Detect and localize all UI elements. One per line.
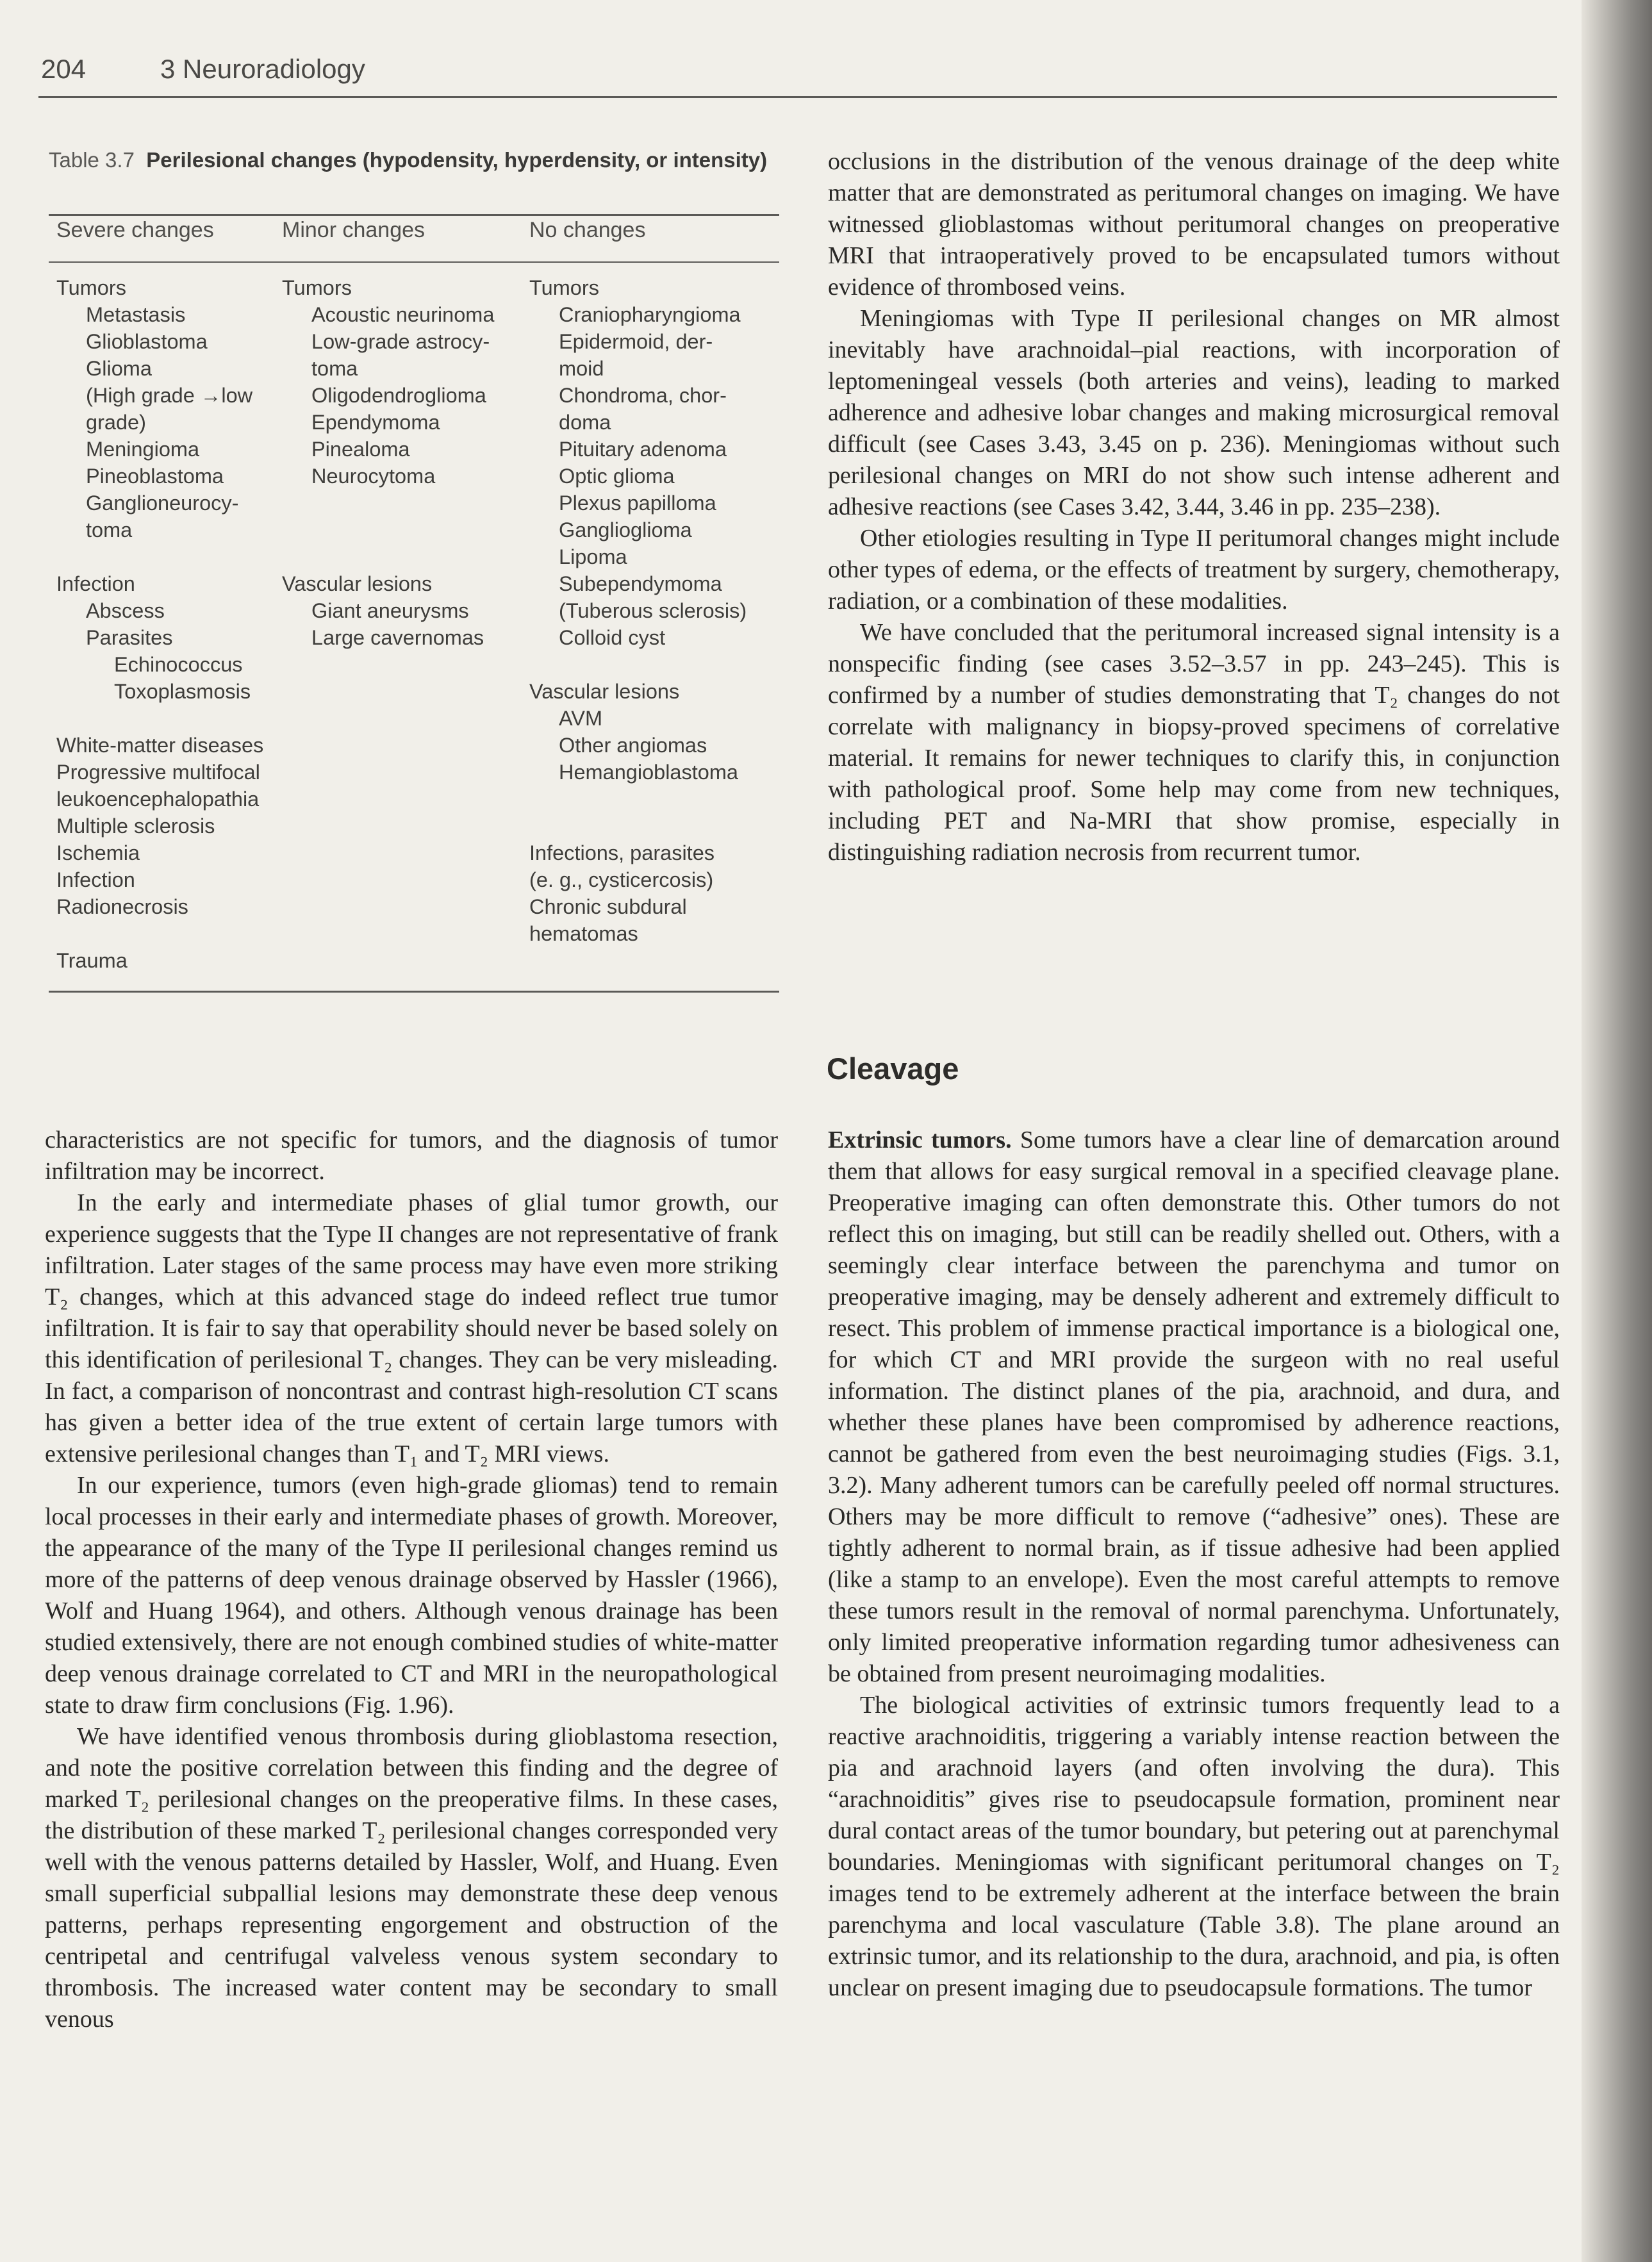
chapter-title: 3 Neuroradiology [160, 54, 365, 84]
table-cell: Ganglioneurocy- [86, 491, 239, 515]
table-cell: Pituitary adenoma [559, 438, 727, 461]
table-top-rule [49, 214, 779, 216]
table-cell: Craniopharyngioma [559, 303, 741, 326]
table-cell [529, 786, 747, 813]
table-cell: Low-grade astrocy- [311, 330, 490, 353]
table-cell: Abscess [86, 599, 165, 622]
left-text-column [45, 1125, 778, 2035]
table-cell: doma [559, 411, 611, 434]
table-cell: Neurocytoma [311, 465, 436, 488]
paragraph: Meningiomas with Type II perilesional changes on MR almost inevitably have arachnoidal–pial reactions, with incorporation of leptomeningeal vessels (both arteries and veins), leading to marked adherence and adhesive lobar changes and making microsurgical removal difficult (see Cases 3.43, 3.45 on p. 236). Meningiomas without such perilesional changes on MRI do not show such intense adherent and adhesive reactions (see Cases 3.42, 3.44, 3.46 in pp. 235–238). [828, 305, 1560, 520]
paragraph: The biological activities of extrinsic tumors frequently lead to a reactive arachnoiditis, triggering a variably intense reaction between the pia and arachnoid layers (and often involving the dura). This “arachnoiditis” gives rise to pseudocapsule formation, prominent near dural contact areas of the tumor boundary, but petering out at parenchymal boundaries. Meningiomas with significant peritumoral changes on T₂ images tend to be extremely adherent at the interface between the brain parenchyma and local vasculature (Table 3.8). The plane around an extrinsic tumor, and its relationship to the dura, arachnoid, and pia, is often unclear on present imaging due to pseudocapsule formations. The tumor [828, 1692, 1560, 2001]
running-header [38, 51, 1557, 98]
table-cell: moid [559, 357, 604, 380]
table-cell: Parasites [86, 626, 173, 649]
table-cell: White-matter diseases [56, 734, 264, 757]
page-number: 204 [41, 54, 87, 84]
table-column-severe [56, 274, 263, 974]
table-cell: Infection [56, 868, 135, 891]
page-edge-shadow [1582, 0, 1652, 2262]
table-cell: (Tuberous sclerosis) [559, 599, 747, 622]
paragraph: In the early and intermediate phases of glial tumor growth, our experience suggests that the Type II changes are not representative of frank infiltration. Later stages of the same process may have even more striking T₂ changes, which at this advanced stage do indeed reflect true tumor infiltration. It is fair to say that operability should never be based solely on this identification of perilesional T₂ changes. They can be very misleading. In fact, a comparison of noncontrast and contrast high-resolution CT scans has given a better idea of the true extent of certain large tumors with extensive perilesional changes than T₁ and T₂ MRI views. [45, 1189, 778, 1467]
table-cell: Infections, parasites [529, 841, 715, 864]
table-cell: grade) [86, 411, 146, 434]
table-cell: Trauma [56, 949, 128, 972]
table-cell: Vascular lesions [282, 572, 433, 595]
table-cell: Pinealoma [311, 438, 410, 461]
paragraph [828, 1125, 1560, 1690]
table-cell: Meningioma [86, 438, 200, 461]
table-number: Table 3.7 [49, 148, 135, 172]
table-cell: Glioma [86, 357, 152, 380]
table-cell: (High grade →low [86, 384, 253, 407]
section-heading-cleavage: Cleavage [827, 1052, 959, 1086]
table-cell: Radionecrosis [56, 895, 188, 918]
table-cell [56, 705, 263, 732]
table-cell: Oligodendroglioma [311, 384, 486, 407]
table-cell: Epidermoid, der- [559, 330, 713, 353]
table-cell: (e. g., cysticercosis) [529, 868, 714, 891]
table-caption [49, 146, 773, 174]
table-cell [56, 920, 263, 947]
table-column-none [529, 274, 747, 947]
paragraph: occlusions in the distribution of the venous drainage of the deep white matter that are demonstrated as peritumoral changes on imaging. We have witnessed glioblastomas without peritumoral changes on preoperative MRI that intraoperatively proved to be encapsulated tumors without evidence of thrombosed veins. [828, 148, 1560, 301]
table-cell: Large cavernomas [311, 626, 484, 649]
table-cell [282, 490, 494, 516]
table-cell: Ependymoma [311, 411, 440, 434]
paragraph: We have identified venous thrombosis during glioblastoma resection, and note the positive correlation between this finding and the degree of marked T₂ perilesional changes on the preoperative films. In these cases, the distribution of these marked T₂ perilesional changes corresponded very well with the venous patterns detailed by Hassler, Wolf, and Huang. Even small superficial subpallial lesions may demonstrate these deep venous patterns, perhaps representing engorgement and obstruction of the centripetal and centrifugal valveless venous system secondary to thrombosis. The increased water content may be secondary to small venous [45, 1723, 778, 2033]
table-cell: Infection [56, 572, 135, 595]
table-cell: Tumors [529, 276, 599, 299]
table-cell: toma [311, 357, 358, 380]
right-text-column-top [828, 146, 1560, 868]
table-cell: Tumors [282, 276, 352, 299]
table-cell [529, 813, 747, 839]
paragraph: characteristics are not specific for tumors, and the diagnosis of tumor infiltration may be incorrect. [45, 1127, 778, 1185]
table-cell: Optic glioma [559, 465, 675, 488]
table-cell: Progressive multifocal [56, 761, 260, 784]
table-header-rule [49, 261, 779, 263]
table-cell: Acoustic neurinoma [311, 303, 495, 326]
table-cell: Vascular lesions [529, 680, 680, 703]
col-header-none: No changes [529, 218, 646, 242]
table-cell [282, 543, 494, 570]
table-cell: Glioblastoma [86, 330, 208, 353]
table-cell: hematomas [529, 922, 638, 945]
table-cell: Lipoma [559, 545, 627, 568]
table-cell: Other angiomas [559, 734, 707, 757]
table-cell: Toxoplasmosis [114, 680, 251, 703]
table-title: Perilesional changes (hypodensity, hyperdensity, or intensity) [146, 148, 768, 172]
table-cell: Echinococcus [114, 653, 243, 676]
paragraph-text: Some tumors have a clear line of demarcation around them that allows for easy surgical removal in a specified cleavage plane. Preoperative imaging can often demonstrate this. Other tumors do not reflect this on imaging, but still can be readily shelled out. Others, with a seemingly clear interface between the parenchyma and tumor on preoperative imaging, may be densely adherent and extremely difficult to resect. This problem of immense practical importance is a biological one, for which CT and MRI provide the surgeon with no real useful information. The distinct planes of the pia, arachnoid, and dura, and whether these planes have been compromised by adherence reactions, cannot be gathered from even the best neuroimaging studies (Figs. 3.1, 3.2). Many adherent tumors can be carefully peeled off normal structures. Others may be more difficult to remove (“adhesive” ones). These are tightly adherent to normal brain, as if tissue adhesive had been applied (like a stamp to an envelope). Even the most careful attempts to remove these tumors result in the removal of normal parenchyma. Unfortunately, only limited preoperative information regarding tumor adhesiveness can be obtained from present neuroimaging modalities. [828, 1127, 1560, 1687]
table-cell [56, 543, 263, 570]
run-in-heading: Extrinsic tumors. [828, 1127, 1012, 1153]
col-header-severe: Severe changes [56, 218, 214, 242]
table-cell: Metastasis [86, 303, 186, 326]
paragraph: In our experience, tumors (even high-grade gliomas) tend to remain local processes in their early and intermediate phases of growth. Moreover, the appearance of the many of the Type II perilesional changes remind us more of the patterns of deep venous drainage observed by Hassler (1966), Wolf and Huang 1964), and others. Although venous drainage has been studied extensively, there are not enough combined studies of white-matter deep venous drainage correlated to CT and MRI in the neuropathological state to draw firm conclusions (Fig. 1.96). [45, 1472, 778, 1719]
table-bottom-rule [49, 991, 779, 993]
table-cell: AVM [559, 707, 603, 730]
table-cell [282, 516, 494, 543]
table-cell: Ganglioglioma [559, 518, 692, 541]
table-cell: Tumors [56, 276, 126, 299]
table-cell: Chondroma, chor- [559, 384, 727, 407]
table-cell: Chronic subdural [529, 895, 687, 918]
table-cell: Giant aneurysms [311, 599, 469, 622]
right-text-column-bottom [828, 1125, 1560, 2004]
table-cell [529, 651, 747, 678]
table-cell: Ischemia [56, 841, 140, 864]
col-header-minor: Minor changes [282, 218, 425, 242]
paragraph: We have concluded that the peritumoral increased signal intensity is a nonspecific finding (see cases 3.52–3.57 in pp. 243–245). This is confirmed by a number of studies demonstrating that T₂ changes do not correlate with malignancy in biopsy-proved specimens of correlative material. It remains for newer techniques to clarify this, in conjunction with pathological proof. Some help may come from new techniques, including PET and Na-MRI that show promise, especially in distinguishing radiation necrosis from recurrent tumor. [828, 619, 1560, 866]
table-cell: Hemangioblastoma [559, 761, 739, 784]
table-cell: Multiple sclerosis [56, 814, 215, 838]
table-cell: Subependymoma [559, 572, 722, 595]
paragraph: Other etiologies resulting in Type II peritumoral changes might include other types of edema, or the effects of treatment by surgery, chemotherapy, radiation, or a combination of these modalities. [828, 525, 1560, 615]
table-cell: toma [86, 518, 133, 541]
table-column-minor [282, 274, 494, 651]
table-cell: Pineoblastoma [86, 465, 224, 488]
table-cell: Plexus papilloma [559, 491, 716, 515]
table-cell: Colloid cyst [559, 626, 666, 649]
table-cell: leukoencephalopathia [56, 788, 260, 811]
